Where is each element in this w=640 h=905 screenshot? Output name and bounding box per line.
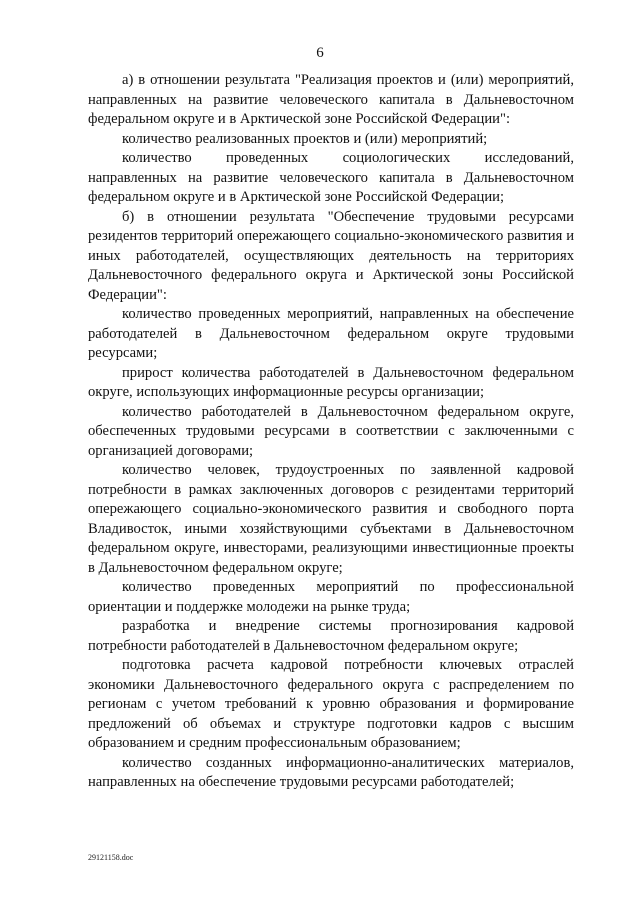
paragraph: количество проведенных социологических исследований, направленных на развитие человеческого капитала в Дальневосточном федеральном округе и в Арктической зоне Российской Федерации; [88, 150, 574, 205]
paragraph: подготовка расчета кадровой потребности ключевых отраслей экономики Дальневосточного федерального округа с распределением по регионам с учетом требований к уровню образования и формирование предложений об объемах и структуре подготовки кадров с высшим образованием и средним профессиональным образованием; [88, 657, 574, 751]
paragraph: количество человек, трудоустроенных по заявленной кадровой потребности в рамках заключенных договоров с резидентами территорий опережающего социально-экономического развития и свободного порта Владивосток, иными хозяйствующими субъектами в Дальневосточном федеральном округе, инвесторами, реализующими инвестиционные проекты в Дальневосточном федеральном округе; [88, 462, 574, 576]
page-number: 6 [316, 45, 324, 61]
paragraph: количество проведенных мероприятий, направленных на обеспечение работодателей в Дальневосточном федеральном округе трудовыми ресурсами; [88, 306, 574, 361]
paragraph: б) в отношении результата "Обеспечение трудовыми ресурсами резидентов территорий опережающего социально-экономического развития и иных работодателей, осуществляющих деятельность на территориях Дальневосточного федерального округа и Арктической зоны Российской Федерации": [88, 208, 574, 303]
paragraph: количество работодателей в Дальневосточном федеральном округе, обеспеченных трудовыми ресурсами в соответствии с заключенными с организацией договорами; [88, 403, 574, 459]
document-body [88, 71, 574, 793]
paragraph: количество созданных информационно-аналитических материалов, направленных на обеспечение трудовыми ресурсами работодателей; [88, 754, 574, 790]
paragraph: а) в отношении результата "Реализация проектов и (или) мероприятий, направленных на развитие человеческого капитала в Дальневосточном федеральном округе и в Арктической зоне Российской Федерации": [88, 72, 574, 127]
paragraph: количество реализованных проектов и (или) мероприятий; [122, 130, 488, 147]
paragraph: прирост количества работодателей в Дальневосточном федеральном округе, использующих информационные ресурсы организации; [88, 364, 574, 400]
paragraph: разработка и внедрение системы прогнозирования кадровой потребности работодателей в Дальневосточном федеральном округе; [88, 618, 574, 654]
footer-filename: 29121158.doc [88, 853, 134, 862]
paragraph: количество проведенных мероприятий по профессиональной ориентации и поддержке молодежи на рынке труда; [88, 579, 574, 615]
